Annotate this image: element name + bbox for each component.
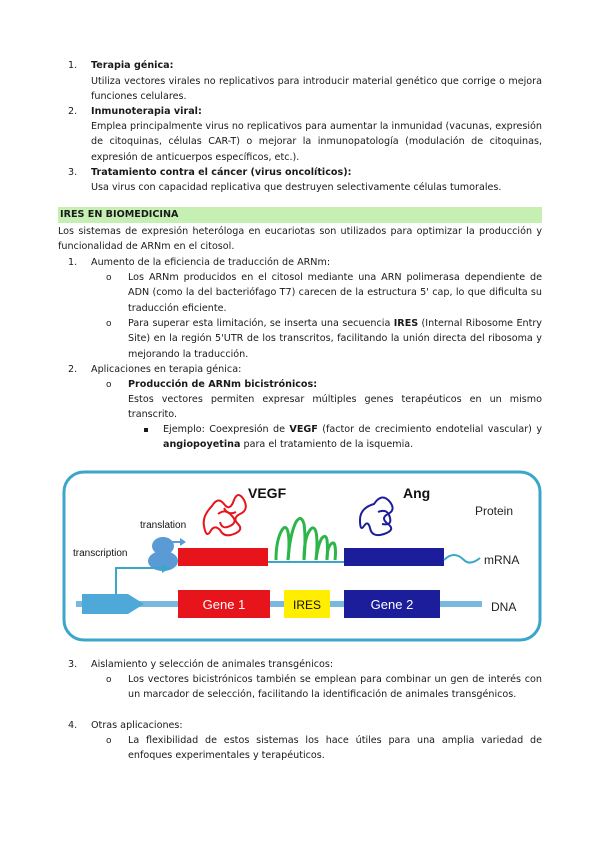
bullet-square [144, 428, 148, 432]
example-text: Ejemplo: Coexpresión de VEGF (factor de crecimiento endotelial vascular) y angiopoyetina para el tratamiento de la isquemia. [163, 424, 542, 451]
mrna-gene1-bar [178, 548, 268, 566]
section-intro: Los sistemas de expresión heteróloga en eucariotas son utilizados para optimizar la producción y funcionalidad de ARNm en el citosol. [58, 226, 542, 253]
bullet-circle: o [106, 319, 112, 329]
section-heading [58, 207, 542, 223]
list-number: 3. [68, 659, 78, 670]
bullet-text: Los ARNm producidos en el citosol mediante una ARN polimerasa dependiente de ADN (como la del bacteriófago T7) carecen de la estructura 5' cap, lo que dificulta su traducción eficiente. [128, 272, 542, 314]
list-number: 4. [68, 720, 78, 731]
bullet-text: Para superar esta limitación, se inserta una secuencia IRES (Internal Ribosome Entry Site) en la región 5'UTR de los transcritos, facilitando la unión directa del ribosoma y mejorando la traducción. [128, 318, 542, 360]
item-title: Inmunoterapia viral: [91, 106, 202, 117]
item-title: Aislamiento y selección de animales transgénicos: [91, 659, 334, 670]
item-title: Aumento de la eficiencia de traducción de ARNm: [91, 257, 331, 268]
bullet-circle: o [106, 675, 112, 685]
list-number: 2. [68, 364, 78, 375]
vegf-label: VEGF [248, 485, 287, 501]
list-number: 2. [68, 106, 78, 117]
section-heading-text: IRES EN BIOMEDICINA [60, 209, 179, 220]
ires-label: IRES [292, 598, 322, 612]
item-body: Usa virus con capacidad replicativa que destruyen selectivamente células tumorales. [91, 182, 502, 193]
sub-body: Estos vectores permiten expresar múltiples genes terapéuticos en un mismo transcrito. [128, 394, 542, 421]
mrna-label: mRNA [484, 553, 520, 567]
sub-title: Producción de ARNm bicistrónicos: [128, 379, 318, 390]
bullet-text: Los vectores bicistrónicos también se emplean para combinar un gen de interés con un marcador de selección, facilitando la identificación de animales transgénicos. [128, 674, 542, 701]
item-body: Emplea principalmente virus no replicativos para aumentar la inmunidad (vacunas, expresión de citoquinas, células CAR-T) o mejorar la inmunopatología (modulación de citoquinas, expresión de anticuerpos específicos, etc.). [91, 121, 542, 163]
mrna-gene2-bar [344, 548, 444, 566]
item-title: Terapia génica: [91, 60, 174, 71]
ires-bicistronic-figure [62, 470, 542, 642]
translation-label: translation [140, 520, 187, 531]
list-number: 1. [68, 60, 78, 71]
transcription-label: transcription [73, 548, 128, 559]
item-title: Tratamiento contra el cáncer (virus oncolíticos): [91, 167, 352, 178]
list-number: 1. [68, 257, 78, 268]
dna-label: DNA [491, 600, 517, 614]
item-body: Utiliza vectores virales no replicativos para introducir material genético que corrige o mejora funciones celulares. [91, 76, 542, 103]
protein-label: Protein [475, 504, 514, 518]
bullet-circle: o [106, 736, 112, 746]
item-title: Aplicaciones en terapia génica: [91, 364, 242, 375]
bullet-circle: o [106, 273, 112, 283]
gene2-label: Gene 2 [370, 597, 414, 612]
item-title: Otras aplicaciones: [91, 720, 183, 731]
gene1-label: Gene 1 [202, 597, 246, 612]
list-number: 3. [68, 167, 78, 178]
bullet-circle: o [106, 380, 112, 390]
ang-label: Ang [403, 485, 431, 501]
bullet-text: La flexibilidad de estos sistemas los hace útiles para una amplia variedad de enfoques experimentales y terapéuticos. [128, 735, 542, 762]
